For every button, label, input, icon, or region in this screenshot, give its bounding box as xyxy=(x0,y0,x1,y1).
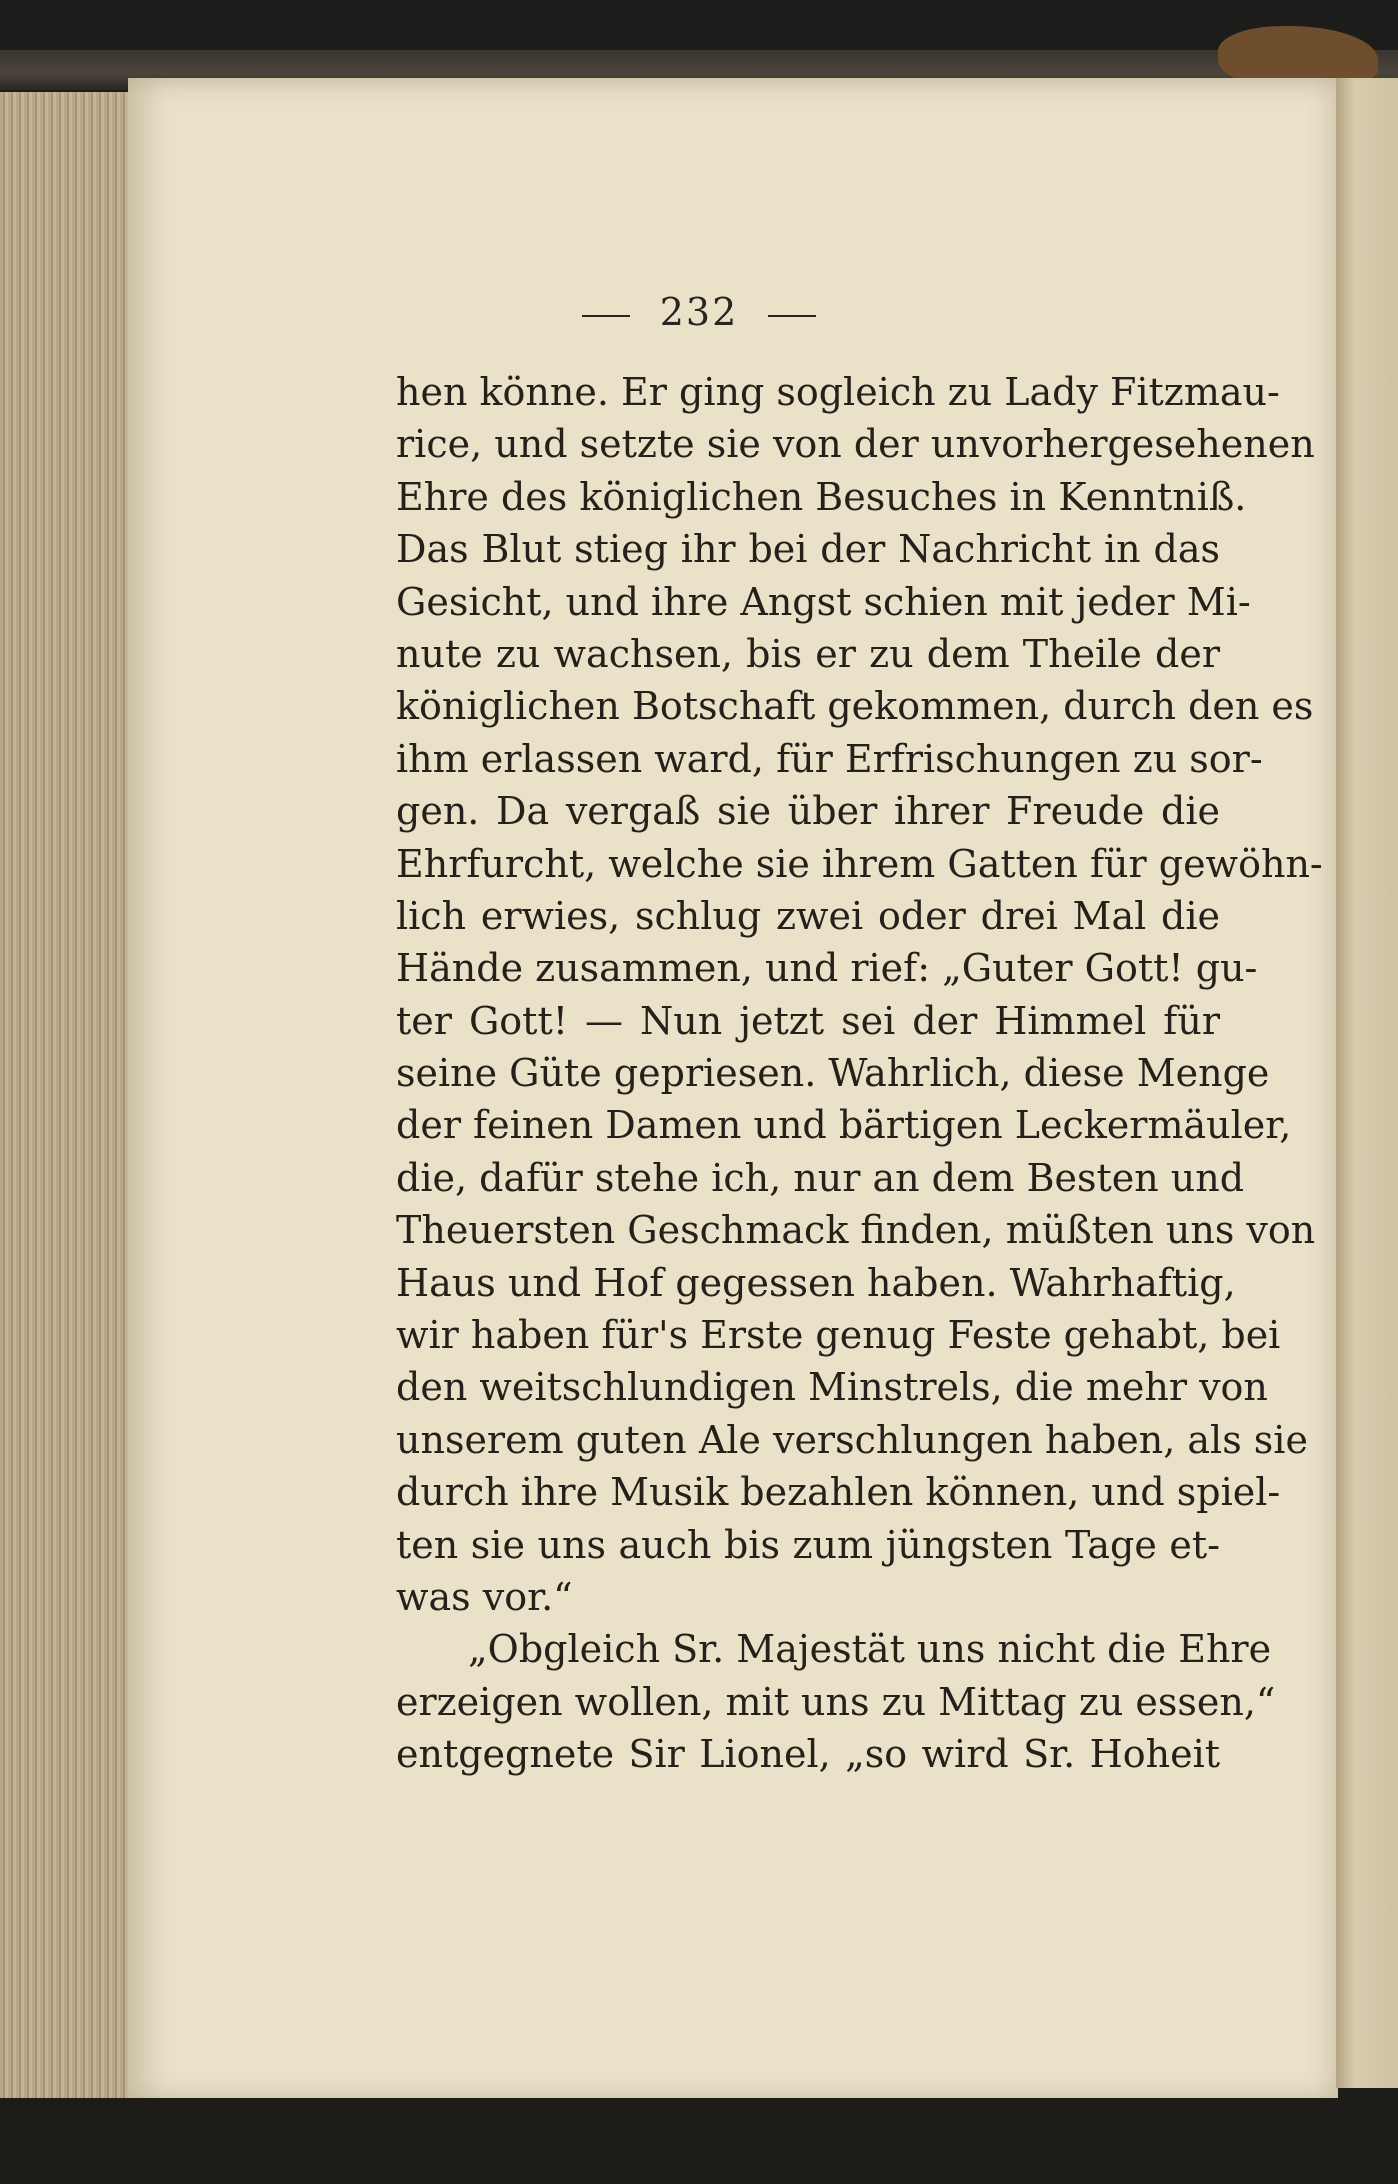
text-line: den weitschlundigen Minstrels, die mehr von xyxy=(396,1365,1268,1410)
page-header xyxy=(0,290,1398,334)
text-line: „Obgleich Sr. Majestät uns nicht die Ehre xyxy=(468,1627,1272,1672)
text-line: erzeigen wollen, mit uns zu Mittag zu essen,“ xyxy=(396,1679,1276,1724)
text-line: hen könne. Er ging sogleich zu Lady Fitzmau- xyxy=(396,370,1280,414)
text-line: entgegnete Sir Lionel, „so wird Sr. Hoheit xyxy=(396,1732,1220,1777)
body-text xyxy=(396,366,1323,1781)
text-line: Gesicht, und ihre Angst schien mit jeder Mi- xyxy=(396,579,1251,624)
text-line: seine Güte gepriesen. Wahrlich, diese Menge xyxy=(396,1051,1270,1096)
text-line: nute zu wachsen, bis er zu dem Theile der xyxy=(396,631,1220,676)
text-line: durch ihre Musik bezahlen können, und spiel- xyxy=(396,1470,1281,1515)
text-line: königlichen Botschaft gekommen, durch den es xyxy=(396,684,1314,729)
text-line: lich erwies, schlug zwei oder drei Mal die xyxy=(396,893,1220,938)
text-line: Ehre des königlichen Besuches in Kenntniß. xyxy=(396,474,1247,519)
next-leaf xyxy=(1336,78,1398,2088)
text-line: der feinen Damen und bärtigen Leckermäuler, xyxy=(396,1103,1292,1148)
text-line: Das Blut stieg ihr bei der Nachricht in das xyxy=(396,527,1220,572)
text-line: Theuersten Geschmack finden, müßten uns von xyxy=(396,1208,1316,1253)
left-dash xyxy=(582,315,630,317)
text-line: wir haben für's Erste genug Feste gehabt, bei xyxy=(396,1313,1281,1358)
text-line: was vor.“ xyxy=(396,1574,573,1619)
text-line: ter Gott! — Nun jetzt sei der Himmel für xyxy=(396,998,1220,1043)
text-line: ihm erlassen ward, für Erfrischungen zu sor- xyxy=(396,736,1263,781)
text-line: Haus und Hof gegessen haben. Wahrhaftig, xyxy=(396,1260,1236,1305)
text-line: Hände zusammen, und rief: „Guter Gott! gu- xyxy=(396,946,1258,991)
text-line: rice, und setzte sie von der unvorhergesehenen xyxy=(396,422,1315,467)
text-line: die, dafür stehe ich, nur an dem Besten und xyxy=(396,1155,1245,1200)
text-line: gen. Da vergaß sie über ihrer Freude die xyxy=(396,789,1220,834)
text-line: ten sie uns auch bis zum jüngsten Tage et- xyxy=(396,1522,1220,1567)
right-dash xyxy=(768,315,816,317)
page-number: 232 xyxy=(659,290,739,334)
bottom-shadow xyxy=(0,2098,1398,2184)
text-line: unserem guten Ale verschlungen haben, als sie xyxy=(396,1417,1308,1462)
text-line: Ehrfurcht, welche sie ihrem Gatten für gewöhn- xyxy=(396,841,1323,886)
